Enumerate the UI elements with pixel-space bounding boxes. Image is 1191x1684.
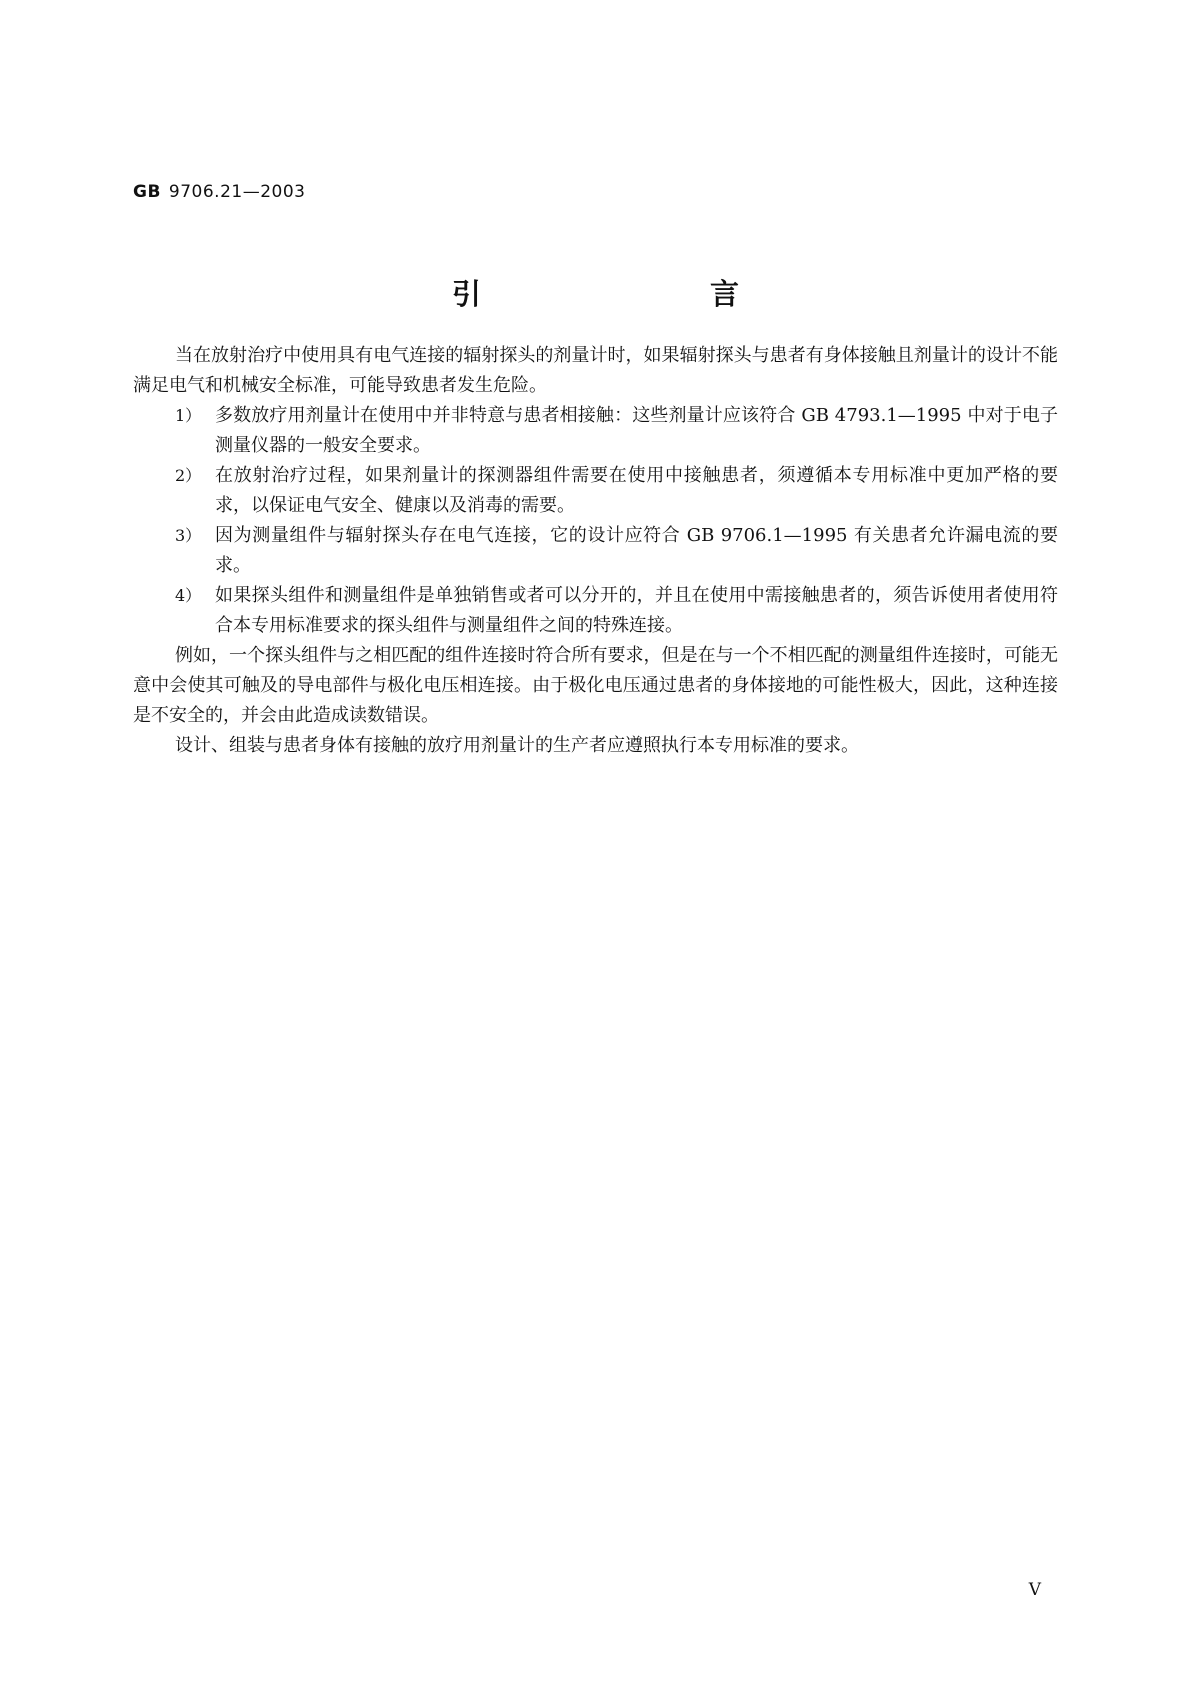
list-item-number: 1）: [175, 406, 202, 425]
example-paragraph: 例如，一个探头组件与之相匹配的组件连接时符合所有要求，但是在与一个不相匹配的测量组件连接时，可能无意中会使其可触及的导电部件与极化电压相连接。由于极化电压通过患者的身体接地的可能性极大，因此，这种连接是不安全的，并会由此造成读数错误。: [133, 645, 1058, 726]
list-item-number: 2）: [175, 466, 202, 485]
main-content: [133, 341, 1058, 761]
page-number: V: [1028, 1580, 1041, 1600]
standard-number: 9706.21—2003: [168, 182, 306, 202]
list-item: [133, 581, 1058, 641]
list-item-text: 因为测量组件与辐射探头存在电气连接，它的设计应符合 GB 9706.1—1995 有关患者允许漏电流的要求。: [215, 525, 1058, 576]
list-item-number: 4）: [175, 586, 202, 605]
list-item-text: 多数放疗用剂量计在使用中并非特意与患者相接触：这些剂量计应该符合 GB 4793.1—1995 中对于电子测量仪器的一般安全要求。: [215, 405, 1058, 456]
page-title: 引 言: [451, 277, 839, 311]
standard-prefix: GB: [133, 182, 161, 202]
list-item: [133, 521, 1058, 581]
list-item: [133, 401, 1058, 461]
list-item-text: 如果探头组件和测量组件是单独销售或者可以分开的，并且在使用中需接触患者的，须告诉使用者使用符合本专用标准要求的探头组件与测量组件之间的特殊连接。: [215, 585, 1058, 636]
standard-number-header: [133, 182, 306, 202]
intro-paragraph: 当在放射治疗中使用具有电气连接的辐射探头的剂量计时，如果辐射探头与患者有身体接触且剂量计的设计不能满足电气和机械安全标准，可能导致患者发生危险。: [133, 345, 1058, 396]
closing-paragraph: 设计、组装与患者身体有接触的放疗用剂量计的生产者应遵照执行本专用标准的要求。: [175, 735, 859, 756]
list-item-text: 在放射治疗过程，如果剂量计的探测器组件需要在使用中接触患者，须遵循本专用标准中更加严格的要求，以保证电气安全、健康以及消毒的需要。: [215, 465, 1058, 516]
list-item: [133, 461, 1058, 521]
list-item-number: 3）: [175, 526, 202, 545]
